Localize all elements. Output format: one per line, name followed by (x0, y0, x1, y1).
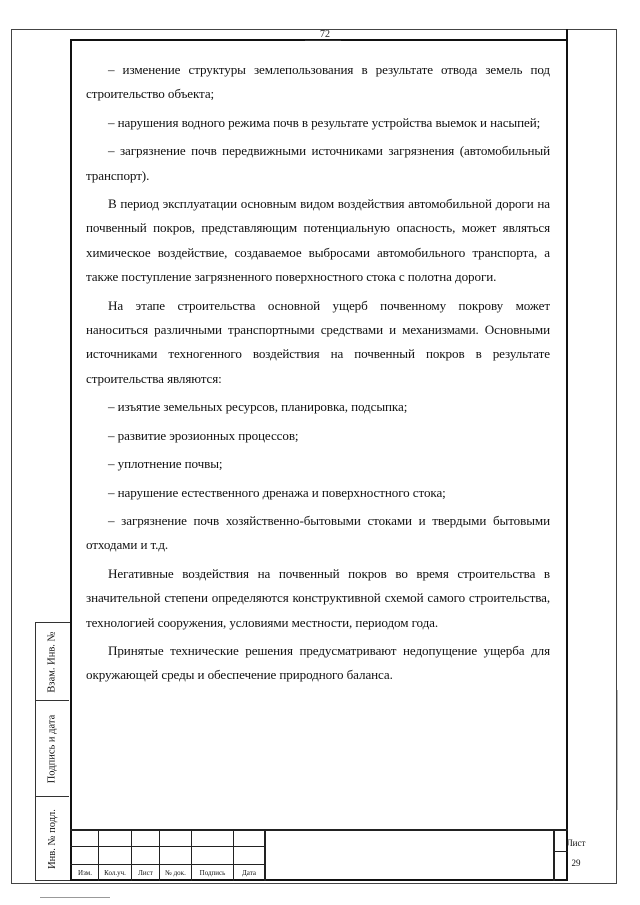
tb-label-data: Дата (242, 869, 256, 877)
tb-rule (553, 851, 568, 852)
paragraph: В период эксплуатации основным видом воздействия автомобильной дороги на почвенный покров, представляющим потенциальную опасность, может являться химическое воздействие, создаваемое выбросами автомобильного транспорта, а также поступление загрязненного поверхностного стока с полотна дороги. (86, 196, 550, 285)
side-label-vzam: Взам. Инв. № (46, 630, 58, 693)
document-body (86, 58, 550, 688)
scan-edge-line (617, 690, 618, 810)
page-number-rule (305, 40, 341, 41)
tb-label-kolvo: Кол.уч. (104, 869, 126, 877)
paragraph: Принятые технические решения предусматривают недопущение ущерба для окружающей среды и обеспечение природного баланса. (86, 642, 550, 683)
paragraph: На этапе строительства основной ущерб почвенному покрову может наноситься различными транспортными средствами и механизмами. Основными источниками техногенного воздействия на почвенный покров в результате строительства являются: (86, 297, 550, 386)
tb-rule (70, 846, 266, 847)
paragraph: – загрязнение почв передвижными источниками загрязнения (автомобильный транспорт). (86, 143, 550, 183)
tb-label-podpis: Подпись (199, 869, 226, 877)
scan-edge-line (40, 897, 110, 898)
side-cell-podpis (36, 701, 69, 797)
title-block (70, 829, 586, 881)
tb-rule (70, 864, 266, 865)
tb-label-list: Лист (138, 869, 153, 877)
paragraph: – изменение структуры землепользования в результате отвода земель под строительство объекта; (86, 62, 550, 102)
paragraph: – уплотнение почвы; (108, 456, 223, 472)
paragraph: – загрязнение почв хозяйственно-бытовыми стоками и твердыми бытовыми отходами и т.д. (86, 512, 550, 553)
tb-label-doc: № док. (165, 869, 186, 877)
side-label-podpis: Подпись и дата (46, 714, 58, 783)
tb-col (553, 829, 555, 881)
sheet-number: 29 (571, 858, 581, 868)
side-cell-vzam (36, 623, 69, 701)
side-stamp (35, 622, 70, 881)
side-cell-inv (36, 797, 69, 880)
sheet-label: Лист (566, 838, 586, 848)
paragraph: – развитие эрозионных процессов; (108, 427, 299, 443)
paragraph: – нарушения водного режима почв в результате устройства выемок и насыпей; (108, 114, 541, 130)
side-label-inv: Инв. № подл. (46, 808, 58, 869)
tb-col (264, 829, 266, 881)
tb-label-izm: Изм. (78, 869, 92, 877)
paragraph: Негативные воздействия на почвенный покров во время строительства в значительной степени определяются конструктивной схемой самого строительства, технологией сооружения, условиями местности, периодом года. (86, 565, 550, 630)
paragraph: – нарушение естественного дренажа и поверхностного стока; (108, 484, 446, 500)
paragraph: – изъятие земельных ресурсов, планировка, подсыпка; (108, 399, 408, 415)
tb-top-border (70, 829, 568, 831)
frame-corner-mark (566, 29, 570, 41)
page-number-top: 72 (320, 29, 330, 40)
